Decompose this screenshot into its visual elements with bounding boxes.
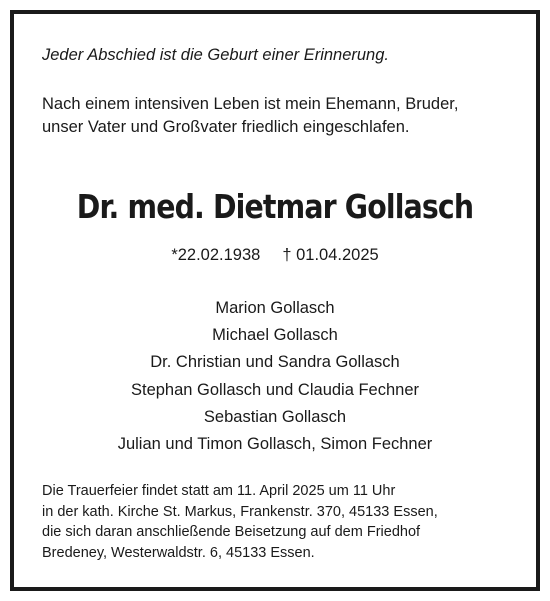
birth-date: *22.02.1938 <box>171 246 261 264</box>
intro-text <box>42 93 458 139</box>
deceased-name: Dr. med. Dietmar Gollasch <box>76 187 474 226</box>
notice-line: Bredeney, Westerwaldstr. 6, 45133 Essen. <box>42 544 315 561</box>
mourner-entry: Michael Gollasch <box>212 326 338 345</box>
mourner-entry: Julian und Timon Gollasch, Simon Fechner <box>117 435 433 454</box>
funeral-notice <box>42 481 438 563</box>
death-date: † 01.04.2025 <box>282 246 379 264</box>
intro-line: Nach einem intensiven Leben ist mein Ehemann, Bruder, <box>42 95 459 113</box>
motto: Jeder Abschied ist die Geburt einer Erinnerung. <box>42 46 389 64</box>
mourner-entry: Stephan Gollasch und Claudia Fechner <box>130 380 420 399</box>
notice-line: die sich daran anschließende Beisetzung auf dem Friedhof <box>42 524 421 540</box>
mourner-entry: Marion Gollasch <box>215 299 335 317</box>
mourners-list <box>0 295 550 458</box>
intro-line: unser Vater und Großvater friedlich eingeschlafen. <box>42 118 410 136</box>
mourner-entry: Dr. Christian und Sandra Gollasch <box>150 353 400 372</box>
notice-line: Die Trauerfeier findet statt am 11. April 2025 um 11 Uhr <box>42 483 396 499</box>
notice-line: in der kath. Kirche St. Markus, Frankenstr. 370, 45133 Essen, <box>42 503 438 520</box>
life-dates <box>0 244 550 266</box>
mourner-entry: Sebastian Gollasch <box>203 407 347 426</box>
